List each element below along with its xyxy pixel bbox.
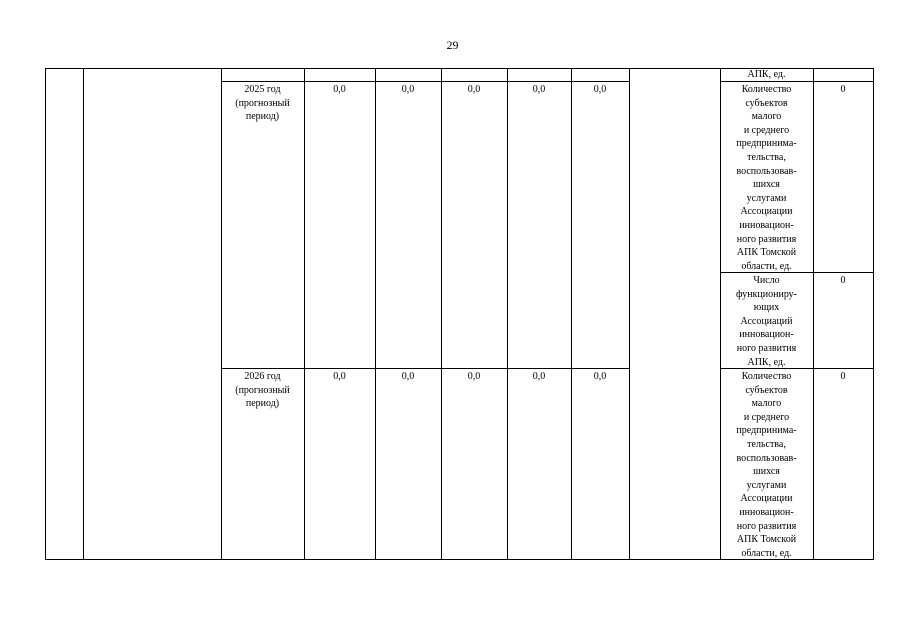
table-border-col11 bbox=[813, 68, 814, 560]
table-border-col9 bbox=[629, 68, 630, 560]
period-label-2025: 2025 год (прогнозный период) bbox=[235, 84, 290, 123]
indicator-value-2026-1: 0 bbox=[840, 371, 846, 382]
page-number: 29 bbox=[446, 38, 459, 52]
value-2026-5: 0,0 bbox=[593, 371, 607, 382]
indicator-value-2025-1: 0 bbox=[840, 84, 846, 95]
table-border-bottom bbox=[45, 559, 874, 560]
table-border-col8 bbox=[571, 68, 572, 560]
indicator-name-2025-2: Число функциониру- ющих Ассоциаций инновацион- ного развития АПК, ед. bbox=[735, 275, 798, 368]
value-2025-3: 0,0 bbox=[467, 84, 481, 95]
table-border-left bbox=[45, 68, 46, 560]
value-2026-3: 0,0 bbox=[467, 371, 481, 382]
value-2025-4: 0,0 bbox=[532, 84, 546, 95]
table-border-col5 bbox=[375, 68, 376, 560]
value-2026-4: 0,0 bbox=[532, 371, 546, 382]
table-border-col7 bbox=[507, 68, 508, 560]
value-2025-5: 0,0 bbox=[593, 84, 607, 95]
table-border-col2 bbox=[83, 68, 84, 560]
indicator-value-2025-2: 0 bbox=[840, 275, 846, 286]
period-label-2026: 2026 год (прогнозный период) bbox=[235, 371, 290, 410]
table-border-col4 bbox=[304, 68, 305, 560]
value-2026-2: 0,0 bbox=[401, 371, 415, 382]
value-2026-1: 0,0 bbox=[333, 371, 346, 382]
indicator-name-2025-1: Количество субъектов малого и среднего предпринима- тельства, воспользовав- шихся услугами Ассоциации инновацион- ного развития АПК Томской области, ед. bbox=[736, 84, 797, 272]
program-table bbox=[45, 68, 874, 560]
table-border-col6 bbox=[441, 68, 442, 560]
indicator-name-2026-1: Количество субъектов малого и среднего предпринима- тельства, воспользовав- шихся услугами Ассоциации инновацион- ного развития АПК Томской области, ед. bbox=[736, 371, 797, 559]
table-border-right bbox=[873, 68, 874, 560]
value-2025-1: 0,0 bbox=[333, 84, 346, 95]
value-2025-2: 0,0 bbox=[401, 84, 415, 95]
indicator-fragment: АПК, ед. bbox=[747, 69, 786, 80]
